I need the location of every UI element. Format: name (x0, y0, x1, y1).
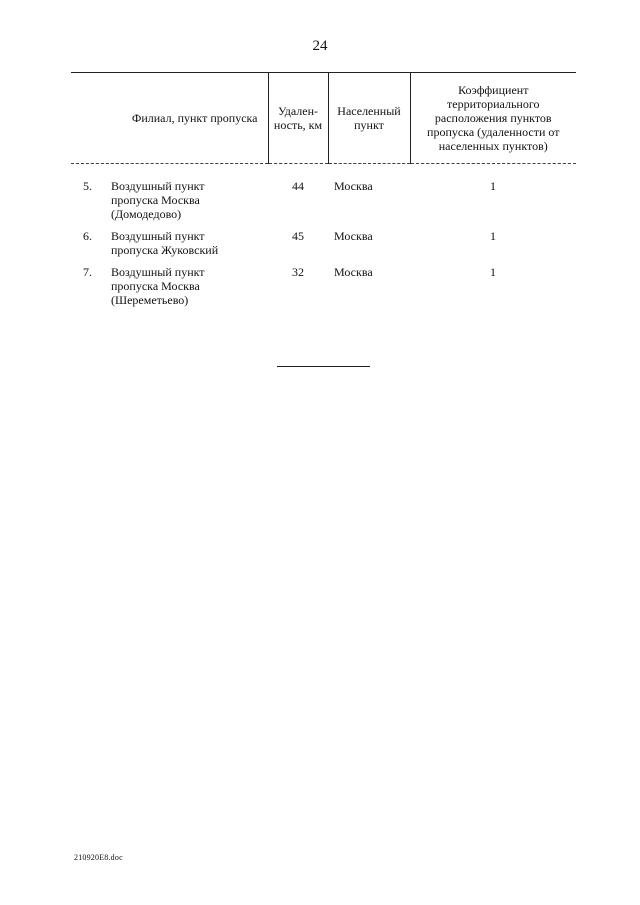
table-row (71, 229, 576, 265)
branches-table (71, 72, 576, 315)
distance-cell: 32 (292, 265, 304, 279)
page-number: 24 (312, 38, 328, 54)
coefficient-cell: 1 (490, 265, 496, 279)
header-branch: Филиал, пункт пропуска (71, 73, 268, 164)
header-settlement: Населенный пункт (328, 73, 410, 164)
branch-name: Воздушный пункт пропуска Москва (Домодедово) (111, 179, 205, 221)
table-row (71, 164, 576, 230)
branch-cell (71, 265, 268, 315)
branch-name: Воздушный пункт пропуска Москва (Шереметьево) (111, 265, 205, 307)
row-number: 7. (83, 265, 92, 279)
row-number: 5. (83, 179, 92, 193)
header-distance: Удален-ность, км (268, 73, 328, 164)
coefficient-cell: 1 (490, 229, 496, 243)
footer-filename: 210920E8.doc (74, 853, 123, 862)
distance-cell: 45 (292, 229, 304, 243)
table-row (71, 265, 576, 315)
header-coefficient: Коэффициент территориального расположения пунктов пропуска (удаленности от населенных пунктов) (410, 73, 576, 164)
table-header-row (71, 73, 576, 164)
settlement-cell: Москва (334, 179, 373, 193)
settlement-cell: Москва (334, 265, 373, 279)
coefficient-cell: 1 (490, 179, 496, 193)
branch-cell (71, 229, 268, 265)
branch-name: Воздушный пункт пропуска Жуковский (111, 229, 219, 257)
distance-cell: 44 (292, 179, 304, 193)
end-rule (277, 366, 370, 367)
branch-cell (71, 164, 268, 230)
settlement-cell: Москва (334, 229, 373, 243)
row-number: 6. (83, 229, 92, 243)
